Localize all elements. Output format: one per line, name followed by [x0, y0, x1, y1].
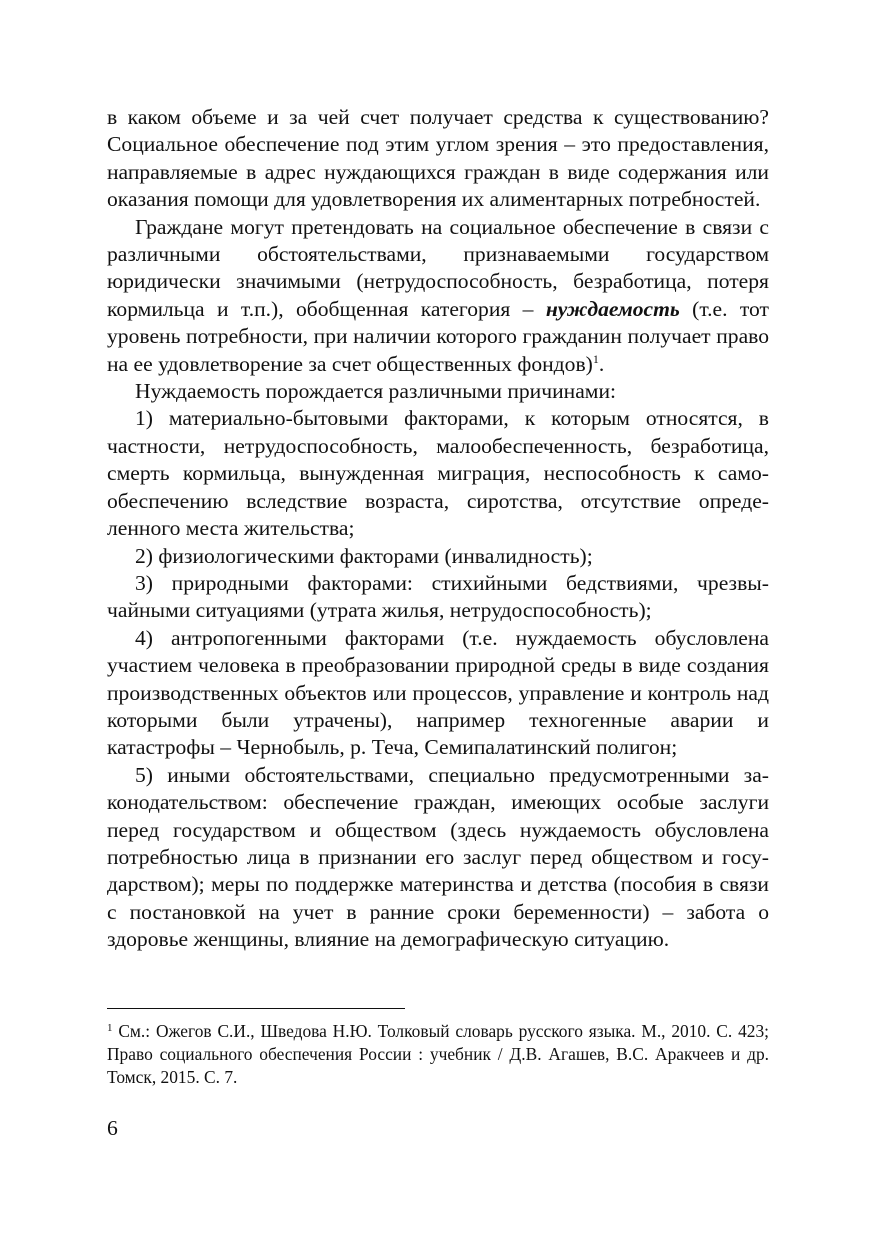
list-item-3: 3) природными факторами: стихийными бедствиями, чрезвычайными ситуациями (утрата жилья, нетрудоспособность); — [107, 570, 769, 623]
list-item-5: 5) иными обстоятельствами, специально предусмотренными законодательством: обеспечение граждан, имеющих особые заслуги перед государством и обществом (здесь нуждаемость обусловлена потребностью лица в признании его заслуг перед обществом и государством); меры по поддержке материнства и детства (пособия в связи с постановкой на учет в ранние сроки беременности) – забота о здоровье женщины, влияние на демографическую ситуацию. — [107, 762, 769, 952]
key-term: нуждаемость — [545, 296, 680, 321]
footnote-mark: 1 — [107, 1022, 113, 1034]
paragraph-continuation: в каком объеме и за чей счет получает средства к существованию? Социальное обеспечение под этим углом зрения – это предоставления, направляемые в адрес нуждающихся граждан в виде содержания или оказания помощи для удовлетворения их алиментарных потребностей. — [107, 105, 769, 212]
footnote-1 — [107, 1020, 769, 1088]
main-text — [107, 104, 769, 954]
paragraph-eligibility — [107, 214, 769, 378]
paragraph-text: Граждане могут претендовать на социальное обеспечение в связи с различными обстоятельствами, признаваемыми государством юридически значимыми (нетрудоспособность, безработица, потеря кормильца и т.п.), обобщенная категория – — [107, 214, 769, 321]
footnote-reference[interactable]: 1 — [592, 351, 599, 366]
list-item-1: 1) материально-бытовыми факторами, к которым относятся, в частности, нетрудоспособность, малообеспеченность, безработица, смерть кормильца, вынужденная миграция, неспособность к самообеспечению вследствие возраста, сиротства, отсутствие определенного места жительства; — [107, 406, 769, 541]
paragraph-text: . — [598, 351, 605, 376]
footnote-divider — [107, 1008, 405, 1009]
paragraph-causes-intro: Нуждаемость порождается различными причинами: — [135, 379, 617, 404]
page-number: 6 — [107, 1116, 118, 1140]
footnotes — [107, 1020, 769, 1088]
list-item-2: 2) физиологическими факторами (инвалидность); — [135, 543, 593, 568]
footnote-text: См.: Ожегов С.И., Шведова Н.Ю. Толковый словарь русского языка. М., 2010. С. 423; Право социального обеспечения России : учебник / Д.В. Агашев, В.С. Аракчеев и др. Томск, 2015. С. 7. — [107, 1021, 769, 1087]
paragraph-text: (т.е. тот уровень потребности, при наличии которого гражданин получает право на ее удовлетворение за счет общественных фондов) — [107, 296, 769, 376]
list-item-4: 4) антропогенными факторами (т.е. нуждаемость обусловлена участием человека в преобразовании природной среды в виде создания производственных объектов или процессов, управление и контроль над которыми были утрачены), например техногенные аварии и катастрофы – Чернобыль, р. Теча, Семипалатинский полигон; — [107, 625, 769, 760]
